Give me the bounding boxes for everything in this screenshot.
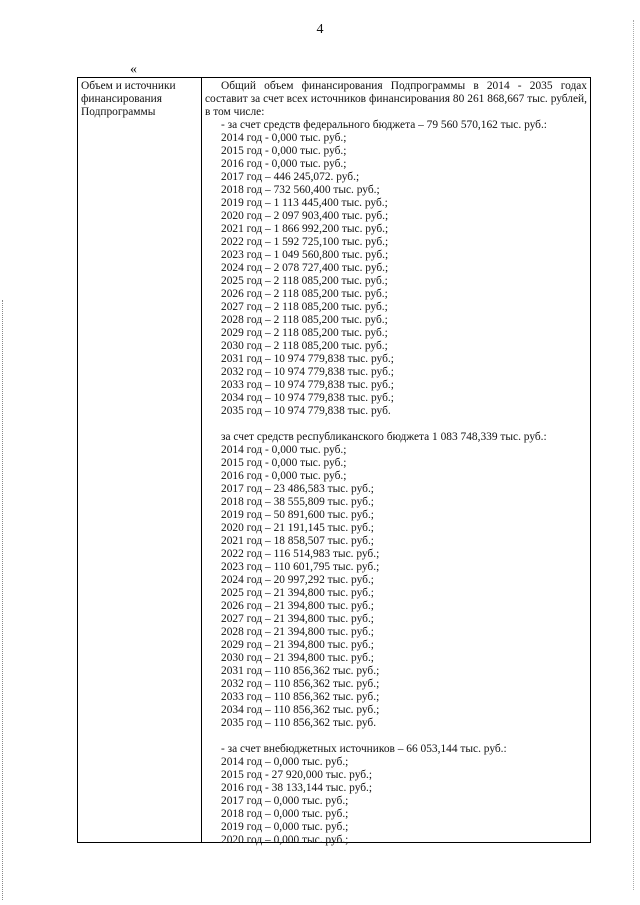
federal-year-row: 2026 год – 2 118 085,200 тыс. руб.; [221,288,388,300]
federal-years-list [205,132,587,418]
federal-year-row: 2014 год - 0,000 тыс. руб.; [221,132,347,144]
extrabudget-year-row: 2018 год – 0,000 тыс. руб.; [221,808,349,820]
republic-year-row: 2025 год – 21 394,800 тыс. руб.; [221,587,374,599]
section-gap [205,418,587,431]
republic-year-row: 2024 год – 20 997,292 тыс. руб.; [221,574,374,586]
extrabudget-year-row: 2014 год – 0,000 тыс. руб.; [221,756,349,768]
republic-year-row: 2027 год – 21 394,800 тыс. руб.; [221,613,374,625]
column-divider [201,78,202,842]
extrabudget-year-row: 2016 год - 38 133,144 тыс. руб.; [221,782,373,794]
republic-year-row: 2034 год – 110 856,362 тыс. руб.; [221,704,380,716]
federal-year-row: 2029 год – 2 118 085,200 тыс. руб.; [221,327,388,339]
federal-year-row: 2025 год – 2 118 085,200 тыс. руб.; [221,275,388,287]
republic-year-row: 2016 год - 0,000 тыс. руб.; [221,470,347,482]
republic-year-row: 2017 год – 23 486,583 тыс. руб.; [221,483,374,495]
extrabudget-year-row: 2020 год – 0,000 тыс. руб.; [221,834,349,846]
republic-year-row: 2030 год – 21 394,800 тыс. руб.; [221,652,374,664]
republic-year-row: 2021 год – 18 858,507 тыс. руб.; [221,535,374,547]
federal-year-row: 2032 год – 10 974 779,838 тыс. руб.; [221,366,394,378]
republic-year-row: 2029 год – 21 394,800 тыс. руб.; [221,639,374,651]
federal-year-row: 2031 год – 10 974 779,838 тыс. руб.; [221,353,394,365]
federal-year-row: 2027 год – 2 118 085,200 тыс. руб.; [221,301,388,313]
federal-year-row: 2030 год – 2 118 085,200 тыс. руб.; [221,340,388,352]
federal-year-row: 2017 год – 446 245,072. руб.; [221,171,360,183]
republic-year-row: 2035 год – 110 856,362 тыс. руб. [221,717,377,729]
republic-year-row: 2026 год – 21 394,800 тыс. руб.; [221,600,374,612]
federal-year-row: 2021 год – 1 866 992,200 тыс. руб.; [221,223,389,235]
federal-year-row: 2015 год - 0,000 тыс. руб.; [221,145,347,157]
republic-section [205,431,587,730]
republic-year-row: 2019 год – 50 891,600 тыс. руб.; [221,509,374,521]
right-cell-content [205,80,587,847]
extrabudget-year-row: 2019 год – 0,000 тыс. руб.; [221,821,349,833]
extrabudget-section [205,743,587,847]
federal-year-row: 2018 год – 732 560,400 тыс. руб.; [221,184,380,196]
left-cell-label [81,80,197,119]
federal-section [205,119,587,418]
extrabudget-year-row: 2017 год – 0,000 тыс. руб.; [221,795,349,807]
federal-year-row: 2028 год – 2 118 085,200 тыс. руб.; [221,314,388,326]
scan-margin-mark [633,20,636,890]
republic-year-row: 2022 год – 116 514,983 тыс. руб.; [221,548,380,560]
extrabudget-years-list [205,756,587,847]
scan-margin-mark [2,300,5,900]
republic-year-row: 2018 год – 38 555,809 тыс. руб.; [221,496,374,508]
republic-heading: за счет средств республиканского бюджета 1 083 748,339 тыс. руб.: [221,431,547,443]
federal-year-row: 2016 год - 0,000 тыс. руб.; [221,158,347,170]
republic-year-row: 2023 год – 110 601,795 тыс. руб.; [221,561,380,573]
republic-year-row: 2014 год - 0,000 тыс. руб.; [221,444,347,456]
republic-year-row: 2032 год – 110 856,362 тыс. руб.; [221,678,380,690]
left-cell-line: финансирования [81,93,162,105]
left-cell-line: Подпрограммы [81,106,156,118]
republic-year-row: 2020 год – 21 191,145 тыс. руб.; [221,522,374,534]
republic-years-list [205,444,587,730]
federal-year-row: 2034 год – 10 974 779,838 тыс. руб.; [221,392,394,404]
republic-year-row: 2033 год – 110 856,362 тыс. руб.; [221,691,380,703]
opening-quote: « [130,62,137,77]
republic-year-row: 2031 год – 110 856,362 тыс. руб.; [221,665,380,677]
republic-year-row: 2015 год - 0,000 тыс. руб.; [221,457,347,469]
federal-year-row: 2019 год – 1 113 445,400 тыс. руб.; [221,197,388,209]
federal-year-row: 2022 год – 1 592 725,100 тыс. руб.; [221,236,389,248]
extrabudget-heading: - за счет внебюджетных источников – 66 053,144 тыс. руб.: [221,743,507,755]
federal-year-row: 2033 год – 10 974 779,838 тыс. руб.; [221,379,394,391]
federal-year-row: 2023 год – 1 049 560,800 тыс. руб.; [221,249,389,261]
federal-heading: - за счет средств федерального бюджета – 79 560 570,162 тыс. руб.: [221,119,547,131]
federal-year-row: 2024 год – 2 078 727,400 тыс. руб.; [221,262,389,274]
extrabudget-year-row: 2015 год - 27 920,000 тыс. руб.; [221,769,373,781]
federal-year-row: 2035 год – 10 974 779,838 тыс. руб. [221,405,391,417]
republic-year-row: 2028 год – 21 394,800 тыс. руб.; [221,626,374,638]
financing-table [77,77,591,846]
left-cell-line: Объем и источники [81,80,176,92]
page-number: 4 [316,22,324,37]
federal-year-row: 2020 год – 2 097 903,400 тыс. руб.; [221,210,389,222]
intro-paragraph: Общий объем финансирования Подпрограммы в 2014 - 2035 годах составит за счет всех источников финансирования 80 261 868,667 тыс. рублей, в том числе: [205,80,587,118]
section-gap [205,730,587,743]
